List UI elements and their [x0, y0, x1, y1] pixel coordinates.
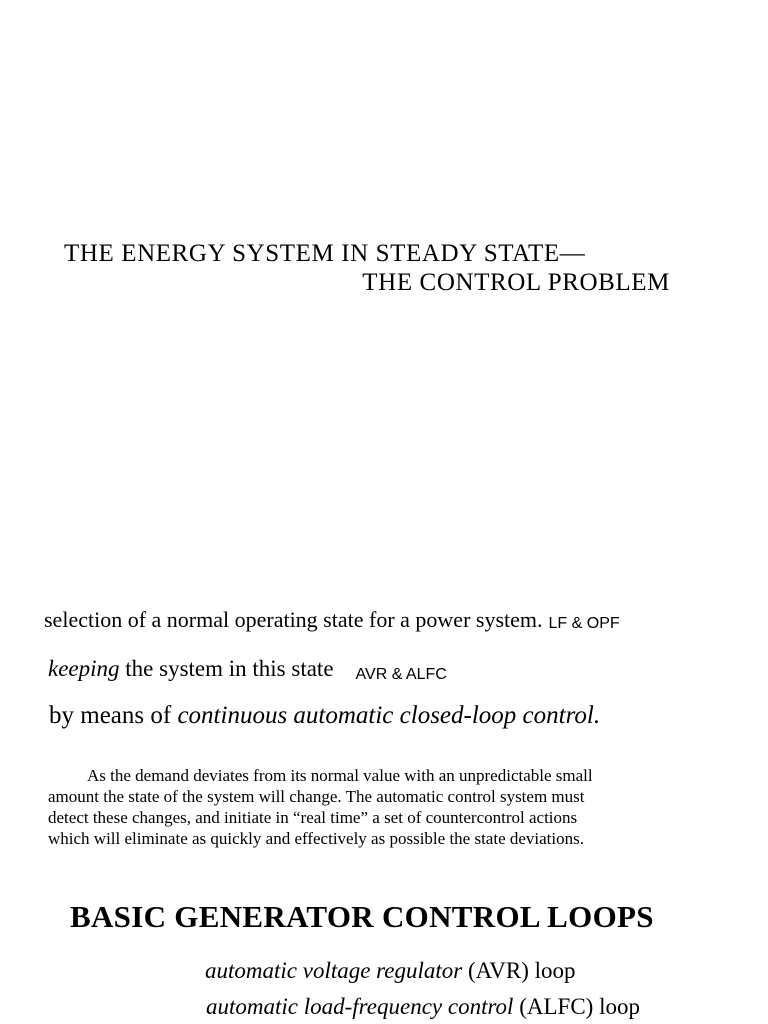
means-statement	[49, 702, 600, 730]
alfc-loop-item	[206, 994, 640, 1020]
alfc-loop-abbr: (ALFC) loop	[513, 994, 640, 1019]
avr-loop-abbr: (AVR) loop	[462, 958, 576, 983]
keeping-italic: keeping	[48, 656, 120, 681]
paragraph-line: amount the state of the system will change. The automatic control system must	[48, 787, 585, 806]
keeping-text: the system in this state	[119, 656, 334, 681]
selection-text: selection of a normal operating state for a power system.	[44, 607, 543, 632]
chapter-title-line-2: THE CONTROL PROBLEM	[362, 269, 670, 296]
alfc-loop-name: automatic load-frequency control	[206, 994, 514, 1019]
paragraph-line: As the demand deviates from its normal value with an unpredictable small	[87, 766, 593, 785]
avr-alfc-annotation: AVR & ALFC	[355, 665, 447, 683]
avr-loop-name: automatic voltage regulator	[205, 958, 463, 983]
body-paragraph	[48, 765, 748, 849]
means-prefix: by means of	[49, 702, 178, 729]
paragraph-line: which will eliminate as quickly and effectively as possible the state deviations.	[48, 829, 584, 848]
avr-loop-item	[205, 958, 576, 984]
paragraph-line: detect these changes, and initiate in “real time” a set of countercontrol actions	[48, 808, 578, 827]
chapter-title-line-1: THE ENERGY SYSTEM IN STEADY STATE—	[64, 240, 586, 267]
section-heading: BASIC GENERATOR CONTROL LOOPS	[70, 899, 654, 934]
keeping-statement	[48, 656, 447, 682]
selection-statement	[44, 607, 620, 633]
lf-opf-annotation: LF & OPF	[548, 614, 620, 632]
means-italic: continuous automatic closed-loop control.	[177, 702, 601, 729]
